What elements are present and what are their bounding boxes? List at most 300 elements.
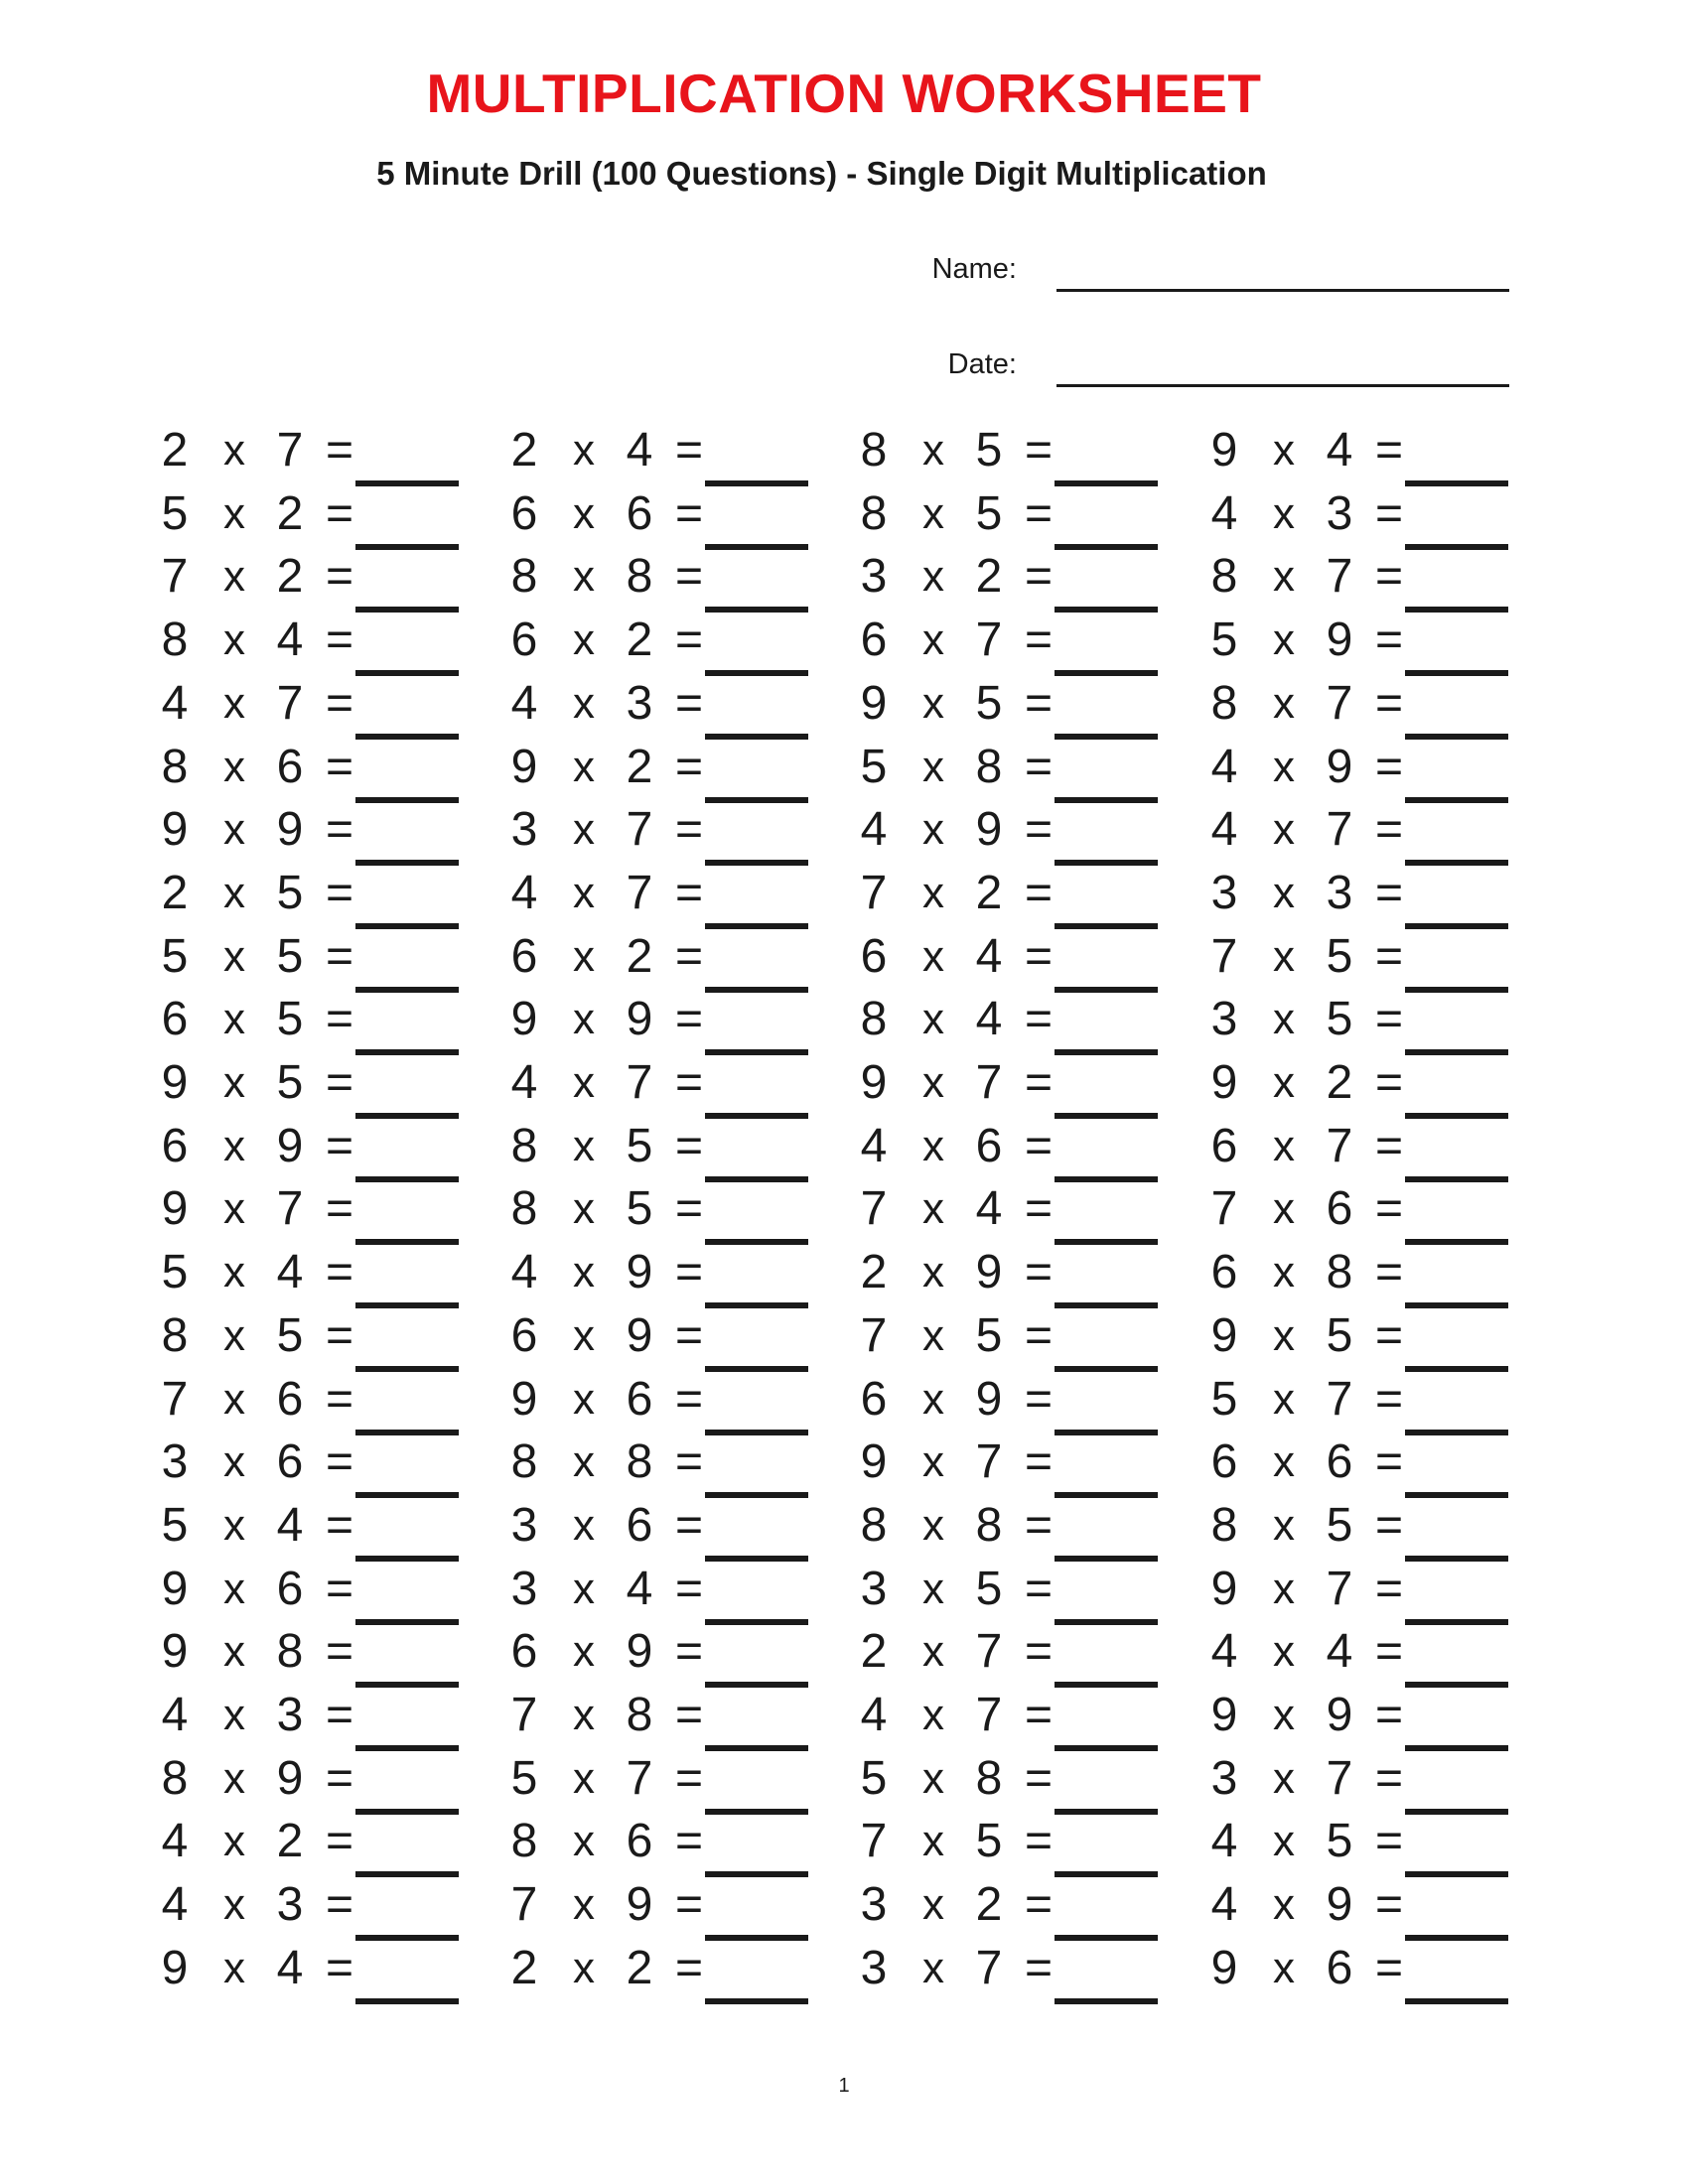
problem-row: [848, 1558, 1205, 1621]
equals-sign: =: [1374, 1689, 1404, 1741]
equals-sign: =: [1024, 1373, 1054, 1426]
equals-sign: =: [1374, 993, 1404, 1045]
times-sign: x: [223, 615, 245, 664]
times-sign: x: [223, 1375, 245, 1424]
equals-sign: =: [1024, 741, 1054, 793]
equals-sign: =: [325, 487, 354, 540]
problem-row: [1198, 482, 1556, 546]
factor-b: 7: [975, 1689, 1003, 1741]
answer-blank[interactable]: [705, 1998, 808, 2004]
equals-sign: =: [674, 741, 704, 793]
times-sign: x: [922, 1437, 944, 1486]
factor-a: 3: [510, 1499, 538, 1552]
problem-row: [848, 1747, 1205, 1811]
factor-a: 8: [161, 1752, 189, 1805]
times-sign: x: [223, 1627, 245, 1676]
problem-row: [149, 545, 506, 609]
factor-b: 4: [276, 1246, 304, 1298]
problem-row: [498, 1494, 856, 1558]
factor-a: 7: [860, 867, 888, 919]
factor-a: 9: [161, 1056, 189, 1109]
equals-sign: =: [1024, 1056, 1054, 1109]
equals-sign: =: [1374, 677, 1404, 730]
times-sign: x: [1273, 615, 1295, 664]
times-sign: x: [922, 615, 944, 664]
problem-row: [848, 1494, 1205, 1558]
equals-sign: =: [325, 1182, 354, 1235]
problem-row: [149, 925, 506, 989]
worksheet-title: MULTIPLICATION WORKSHEET: [426, 63, 1262, 124]
problem-row: [1198, 1368, 1556, 1432]
factor-b: 9: [626, 1878, 653, 1931]
factor-a: 4: [510, 1246, 538, 1298]
equals-sign: =: [1024, 1815, 1054, 1867]
factor-a: 7: [161, 1373, 189, 1426]
equals-sign: =: [1024, 424, 1054, 477]
equals-sign: =: [1374, 1815, 1404, 1867]
equals-sign: =: [325, 1752, 354, 1805]
equals-sign: =: [674, 614, 704, 666]
problem-row: [498, 1620, 856, 1684]
factor-a: 7: [1210, 1182, 1238, 1235]
times-sign: x: [223, 1880, 245, 1929]
problem-row: [848, 1873, 1205, 1937]
factor-b: 5: [276, 867, 304, 919]
problem-row: [1198, 1494, 1556, 1558]
factor-a: 7: [510, 1878, 538, 1931]
times-sign: x: [922, 1691, 944, 1739]
times-sign: x: [922, 1754, 944, 1803]
problem-row: [1198, 798, 1556, 862]
factor-b: 5: [276, 930, 304, 983]
factor-b: 8: [276, 1625, 304, 1678]
times-sign: x: [1273, 1184, 1295, 1233]
problem-row: [498, 1051, 856, 1115]
problem-row: [1198, 1810, 1556, 1873]
problem-row: [848, 609, 1205, 672]
factor-b: 5: [626, 1120, 653, 1172]
equals-sign: =: [325, 1056, 354, 1109]
factor-b: 7: [975, 1056, 1003, 1109]
answer-blank[interactable]: [1055, 1998, 1158, 2004]
factor-b: 7: [1326, 803, 1353, 856]
problem-row: [498, 482, 856, 546]
factor-a: 4: [161, 1815, 189, 1867]
equals-sign: =: [1374, 1625, 1404, 1678]
problem-row: [149, 1115, 506, 1178]
factor-a: 4: [1210, 1815, 1238, 1867]
factor-b: 9: [975, 1246, 1003, 1298]
times-sign: x: [223, 1691, 245, 1739]
equals-sign: =: [325, 993, 354, 1045]
times-sign: x: [573, 805, 595, 854]
equals-sign: =: [1374, 1182, 1404, 1235]
times-sign: x: [573, 869, 595, 917]
times-sign: x: [573, 1691, 595, 1739]
times-sign: x: [573, 1501, 595, 1550]
times-sign: x: [1273, 1311, 1295, 1360]
factor-a: 6: [161, 1120, 189, 1172]
name-label: Name:: [931, 253, 1017, 285]
times-sign: x: [922, 1880, 944, 1929]
equals-sign: =: [325, 1689, 354, 1741]
factor-b: 8: [975, 1499, 1003, 1552]
times-sign: x: [573, 552, 595, 601]
factor-a: 9: [860, 1435, 888, 1488]
problem-row: [848, 1304, 1205, 1368]
equals-sign: =: [674, 1373, 704, 1426]
factor-b: 7: [626, 1056, 653, 1109]
factor-a: 2: [510, 424, 538, 477]
problem-row: [149, 1494, 506, 1558]
equals-sign: =: [674, 867, 704, 919]
factor-b: 3: [1326, 487, 1353, 540]
factor-b: 5: [276, 1309, 304, 1362]
problem-row: [498, 1177, 856, 1241]
problem-row: [149, 1873, 506, 1937]
times-sign: x: [223, 1248, 245, 1297]
problem-row: [149, 798, 506, 862]
times-sign: x: [573, 1565, 595, 1613]
times-sign: x: [223, 1122, 245, 1170]
times-sign: x: [922, 995, 944, 1043]
equals-sign: =: [1374, 1499, 1404, 1552]
factor-b: 9: [626, 1309, 653, 1362]
factor-b: 5: [1326, 993, 1353, 1045]
equals-sign: =: [325, 803, 354, 856]
factor-a: 6: [510, 614, 538, 666]
equals-sign: =: [1374, 1435, 1404, 1488]
factor-b: 6: [276, 1563, 304, 1615]
times-sign: x: [223, 1311, 245, 1360]
factor-a: 5: [1210, 1373, 1238, 1426]
factor-a: 8: [510, 1435, 538, 1488]
factor-a: 5: [161, 487, 189, 540]
factor-b: 8: [626, 550, 653, 603]
problem-row: [1198, 419, 1556, 482]
equals-sign: =: [1024, 1309, 1054, 1362]
factor-b: 7: [276, 677, 304, 730]
problem-row: [1198, 672, 1556, 736]
date-line[interactable]: [1056, 384, 1509, 387]
factor-b: 5: [1326, 1815, 1353, 1867]
factor-a: 4: [161, 677, 189, 730]
equals-sign: =: [325, 930, 354, 983]
problem-row: [1198, 1747, 1556, 1811]
equals-sign: =: [1024, 614, 1054, 666]
times-sign: x: [223, 869, 245, 917]
factor-b: 7: [975, 1435, 1003, 1488]
problem-row: [848, 1620, 1205, 1684]
factor-a: 3: [860, 1942, 888, 1994]
equals-sign: =: [674, 1435, 704, 1488]
factor-a: 3: [1210, 1752, 1238, 1805]
factor-b: 5: [276, 993, 304, 1045]
factor-a: 9: [1210, 1309, 1238, 1362]
times-sign: x: [1273, 1817, 1295, 1865]
factor-b: 4: [276, 1499, 304, 1552]
factor-b: 2: [975, 550, 1003, 603]
problem-row: [1198, 1937, 1556, 2000]
equals-sign: =: [1374, 487, 1404, 540]
factor-a: 8: [161, 741, 189, 793]
times-sign: x: [922, 1565, 944, 1613]
factor-a: 7: [510, 1689, 538, 1741]
factor-b: 7: [626, 803, 653, 856]
problem-row: [848, 736, 1205, 799]
problem-row: [498, 419, 856, 482]
times-sign: x: [1273, 932, 1295, 981]
problem-row: [848, 1684, 1205, 1747]
times-sign: x: [573, 1437, 595, 1486]
equals-sign: =: [1024, 1942, 1054, 1994]
equals-sign: =: [1374, 741, 1404, 793]
problem-row: [848, 1937, 1205, 2000]
times-sign: x: [1273, 805, 1295, 854]
equals-sign: =: [325, 1625, 354, 1678]
problem-row: [1198, 736, 1556, 799]
problem-row: [498, 1241, 856, 1304]
times-sign: x: [1273, 1691, 1295, 1739]
times-sign: x: [922, 1311, 944, 1360]
factor-a: 8: [860, 993, 888, 1045]
problem-row: [498, 1684, 856, 1747]
factor-a: 6: [1210, 1120, 1238, 1172]
factor-b: 7: [626, 867, 653, 919]
times-sign: x: [922, 1817, 944, 1865]
times-sign: x: [573, 1184, 595, 1233]
problem-row: [498, 798, 856, 862]
factor-b: 5: [975, 1309, 1003, 1362]
times-sign: x: [573, 1880, 595, 1929]
factor-a: 8: [510, 550, 538, 603]
equals-sign: =: [325, 1309, 354, 1362]
equals-sign: =: [325, 614, 354, 666]
factor-a: 2: [860, 1625, 888, 1678]
factor-a: 8: [161, 1309, 189, 1362]
problem-row: [149, 1558, 506, 1621]
factor-b: 6: [276, 1373, 304, 1426]
factor-b: 6: [626, 487, 653, 540]
factor-b: 6: [626, 1373, 653, 1426]
times-sign: x: [223, 552, 245, 601]
factor-a: 9: [1210, 1563, 1238, 1615]
equals-sign: =: [674, 1563, 704, 1615]
problem-row: [498, 988, 856, 1051]
factor-b: 5: [975, 1815, 1003, 1867]
problem-row: [848, 1177, 1205, 1241]
factor-b: 5: [1326, 1309, 1353, 1362]
equals-sign: =: [1024, 1435, 1054, 1488]
problem-row: [149, 609, 506, 672]
equals-sign: =: [1024, 1878, 1054, 1931]
factor-b: 6: [276, 1435, 304, 1488]
factor-b: 9: [1326, 1689, 1353, 1741]
equals-sign: =: [325, 867, 354, 919]
problem-row: [149, 1747, 506, 1811]
equals-sign: =: [1024, 1499, 1054, 1552]
factor-b: 7: [975, 1942, 1003, 1994]
problem-row: [498, 1558, 856, 1621]
factor-b: 5: [1326, 930, 1353, 983]
problem-row: [1198, 609, 1556, 672]
equals-sign: =: [1374, 424, 1404, 477]
problem-row: [149, 1810, 506, 1873]
problem-row: [848, 482, 1205, 546]
factor-a: 2: [161, 424, 189, 477]
factor-a: 5: [161, 1499, 189, 1552]
problem-row: [149, 988, 506, 1051]
times-sign: x: [922, 552, 944, 601]
factor-b: 9: [276, 803, 304, 856]
times-sign: x: [1273, 1058, 1295, 1107]
problem-row: [149, 1368, 506, 1432]
times-sign: x: [223, 1817, 245, 1865]
factor-b: 4: [1326, 424, 1353, 477]
equals-sign: =: [1374, 930, 1404, 983]
problem-row: [1198, 1431, 1556, 1494]
factor-a: 6: [860, 614, 888, 666]
factor-a: 8: [860, 1499, 888, 1552]
times-sign: x: [573, 1122, 595, 1170]
equals-sign: =: [1374, 1373, 1404, 1426]
factor-b: 6: [975, 1120, 1003, 1172]
equals-sign: =: [1374, 1563, 1404, 1615]
equals-sign: =: [1374, 803, 1404, 856]
problem-row: [1198, 1115, 1556, 1178]
problem-grid: [149, 419, 1529, 2031]
factor-a: 3: [161, 1435, 189, 1488]
problem-row: [848, 925, 1205, 989]
problem-row: [498, 862, 856, 925]
problem-row: [1198, 1620, 1556, 1684]
problem-row: [498, 545, 856, 609]
factor-a: 9: [161, 1182, 189, 1235]
times-sign: x: [573, 995, 595, 1043]
problem-row: [1198, 1304, 1556, 1368]
problem-row: [1198, 1241, 1556, 1304]
factor-a: 6: [510, 487, 538, 540]
factor-b: 7: [1326, 1120, 1353, 1172]
factor-a: 4: [860, 1120, 888, 1172]
times-sign: x: [922, 1501, 944, 1550]
times-sign: x: [223, 1944, 245, 1992]
times-sign: x: [573, 1058, 595, 1107]
factor-b: 2: [276, 1815, 304, 1867]
times-sign: x: [573, 489, 595, 538]
factor-b: 7: [276, 1182, 304, 1235]
equals-sign: =: [674, 1182, 704, 1235]
times-sign: x: [1273, 1627, 1295, 1676]
factor-b: 5: [1326, 1499, 1353, 1552]
factor-a: 5: [510, 1752, 538, 1805]
problem-row: [848, 1431, 1205, 1494]
times-sign: x: [223, 1184, 245, 1233]
answer-blank[interactable]: [1405, 1998, 1508, 2004]
factor-a: 9: [1210, 1056, 1238, 1109]
times-sign: x: [573, 1817, 595, 1865]
equals-sign: =: [674, 1309, 704, 1362]
factor-a: 6: [860, 930, 888, 983]
problem-row: [149, 1431, 506, 1494]
equals-sign: =: [1024, 993, 1054, 1045]
factor-a: 4: [510, 1056, 538, 1109]
factor-b: 2: [975, 867, 1003, 919]
factor-a: 9: [161, 1625, 189, 1678]
factor-b: 2: [975, 1878, 1003, 1931]
problem-row: [149, 1620, 506, 1684]
date-field[interactable]: [947, 347, 1509, 387]
factor-b: 9: [626, 1625, 653, 1678]
equals-sign: =: [325, 1942, 354, 1994]
times-sign: x: [1273, 1437, 1295, 1486]
name-line[interactable]: [1056, 289, 1509, 292]
factor-b: 5: [276, 1056, 304, 1109]
factor-b: 9: [276, 1120, 304, 1172]
problem-row: [498, 736, 856, 799]
equals-sign: =: [674, 1942, 704, 1994]
equals-sign: =: [325, 1435, 354, 1488]
times-sign: x: [573, 1311, 595, 1360]
factor-a: 8: [860, 487, 888, 540]
factor-a: 4: [161, 1878, 189, 1931]
problem-row: [149, 419, 506, 482]
times-sign: x: [922, 489, 944, 538]
factor-a: 3: [860, 1878, 888, 1931]
factor-a: 3: [860, 550, 888, 603]
times-sign: x: [1273, 1122, 1295, 1170]
equals-sign: =: [674, 424, 704, 477]
problem-row: [498, 1937, 856, 2000]
factor-b: 3: [1326, 867, 1353, 919]
equals-sign: =: [325, 1815, 354, 1867]
times-sign: x: [223, 1437, 245, 1486]
times-sign: x: [573, 743, 595, 791]
equals-sign: =: [325, 1499, 354, 1552]
times-sign: x: [573, 932, 595, 981]
equals-sign: =: [674, 550, 704, 603]
factor-a: 5: [161, 930, 189, 983]
name-field[interactable]: [931, 252, 1509, 292]
factor-a: 3: [860, 1563, 888, 1615]
times-sign: x: [223, 995, 245, 1043]
equals-sign: =: [1024, 677, 1054, 730]
equals-sign: =: [1374, 1942, 1404, 1994]
equals-sign: =: [1024, 1625, 1054, 1678]
equals-sign: =: [325, 677, 354, 730]
equals-sign: =: [325, 1246, 354, 1298]
factor-a: 8: [510, 1182, 538, 1235]
factor-a: 7: [1210, 930, 1238, 983]
equals-sign: =: [325, 1878, 354, 1931]
page-number: 1: [838, 2075, 850, 2097]
problem-row: [149, 1937, 506, 2000]
equals-sign: =: [674, 487, 704, 540]
answer-blank[interactable]: [355, 1998, 459, 2004]
times-sign: x: [573, 1754, 595, 1803]
equals-sign: =: [325, 424, 354, 477]
factor-a: 4: [1210, 803, 1238, 856]
date-label: Date:: [947, 348, 1017, 380]
factor-b: 7: [975, 1625, 1003, 1678]
equals-sign: =: [674, 1499, 704, 1552]
factor-b: 2: [276, 550, 304, 603]
equals-sign: =: [674, 1815, 704, 1867]
times-sign: x: [922, 679, 944, 728]
factor-b: 9: [276, 1752, 304, 1805]
equals-sign: =: [1024, 930, 1054, 983]
times-sign: x: [1273, 1565, 1295, 1613]
